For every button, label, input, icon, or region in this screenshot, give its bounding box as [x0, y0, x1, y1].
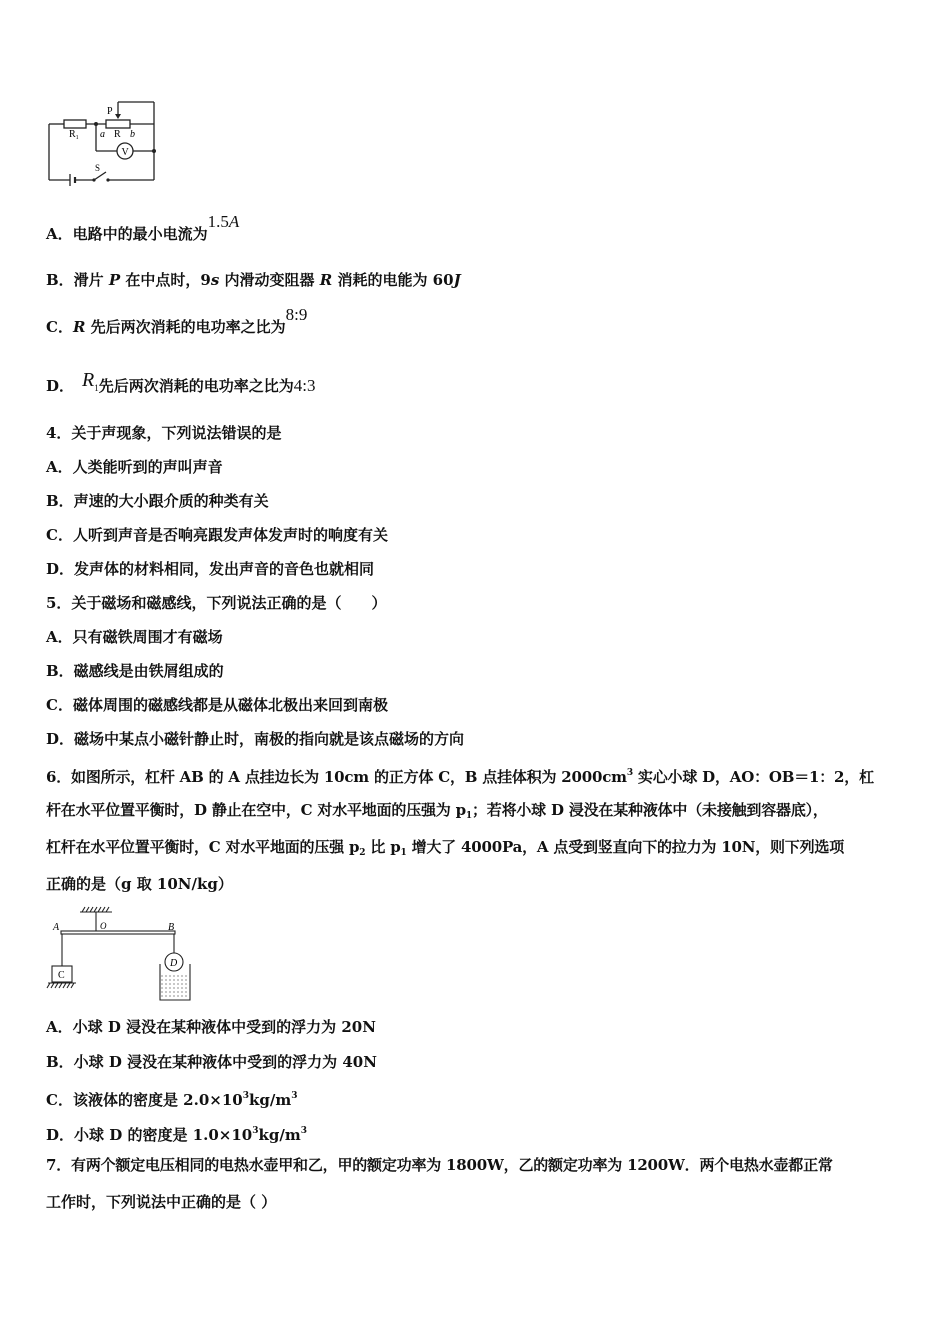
label-a: a: [100, 129, 105, 140]
label-d: D: [170, 958, 178, 969]
q4-stem: 4．关于声现象，下列说法错误的是: [46, 424, 282, 442]
q6-option-b: B．小球 D 浸没在某种液体中受到的浮力为 40N: [46, 1053, 377, 1071]
label-b: b: [130, 129, 135, 140]
q5-option-b: B．磁感线是由铁屑组成的: [46, 662, 224, 680]
label-p: P: [107, 106, 113, 117]
q6-stem-line1: 6．如图所示，杠杆 AB 的 A 点挂边长为 10cm 的正方体 C，B 点挂体积为 $2000cm^3$ 实心小球 D，AO：OB＝1：2，杠: [46, 768, 874, 786]
rheostat-r: [106, 120, 130, 128]
q4-option-c: C．人听到声音是否响亮跟发声体发声时的响度有关: [46, 526, 388, 544]
label-r: R: [114, 129, 121, 140]
q3-option-c: C．R 先后两次消耗的电功率之比为8:9: [46, 305, 308, 336]
q3-option-d: D． R1先后两次消耗的电功率之比为4:3: [46, 369, 316, 395]
label-a-point: A: [53, 922, 60, 933]
q3-option-b: B．滑片 P 在中点时，9s 内滑动变阻器 R 消耗的电能为 60J: [46, 271, 461, 289]
q5-option-c: C．磁体周围的磁感线都是从磁体北极出来回到南极: [46, 696, 388, 714]
label-s: S: [95, 163, 101, 173]
q3-option-a: A．电路中的最小电流为1.5A: [46, 212, 240, 243]
q6-stem-line3: 杠杆在水平位置平衡时，C 对水平地面的压强 $p_2$ 比 $p_1$ 增大了 4000Pa，A 点受到竖直向下的拉力为 10N，则下列选项: [46, 838, 845, 858]
q6-option-c: C．该液体的密度是 $2.0\times 10^3kg/m^3$: [46, 1091, 298, 1109]
q4-option-d: D．发声体的材料相同，发出声音的音色也就相同: [46, 560, 375, 578]
q7-stem-line1: 7．有两个额定电压相同的电热水壶甲和乙，甲的额定功率为 1800W，乙的额定功率为 1200W．两个电热水壶都正常: [46, 1156, 833, 1174]
lever-bar: [61, 931, 175, 934]
label-v: V: [121, 147, 129, 158]
q6-stem-line4: 正确的是（g 取 10N/kg）: [46, 875, 233, 893]
q5-option-d: D．磁场中某点小磁针静止时，南极的指向就是该点磁场的方向: [46, 730, 465, 748]
q6-option-d: D．小球 D 的密度是 $1.0\times 10^3kg/m^3$: [46, 1126, 307, 1144]
q6-stem-line2: 杆在水平位置平衡时，D 静止在空中，C 对水平地面的压强为 $p_1$；若将小球 D 浸没在某种液体中（未接触到容器底），: [46, 801, 828, 821]
q7-stem-line2: 工作时，下列说法中正确的是（ ）: [46, 1193, 277, 1211]
label-b-point: B: [168, 922, 175, 933]
q4-option-a: A．人类能听到的声叫声音: [46, 458, 223, 476]
q5-stem: 5．关于磁场和磁感线，下列说法正确的是（ ）: [46, 594, 387, 612]
label-c: C: [58, 970, 65, 981]
lever-diagram: [44, 904, 200, 1004]
label-r1: $R_1$: [69, 129, 79, 141]
q6-option-a: A．小球 D 浸没在某种液体中受到的浮力为 20N: [46, 1018, 376, 1036]
label-o-point: O: [100, 921, 107, 931]
q5-option-a: A．只有磁铁周围才有磁场: [46, 628, 223, 646]
resistor-r1: [64, 120, 86, 128]
circuit-diagram: [44, 98, 160, 186]
q4-option-b: B．声速的大小跟介质的种类有关: [46, 492, 269, 510]
